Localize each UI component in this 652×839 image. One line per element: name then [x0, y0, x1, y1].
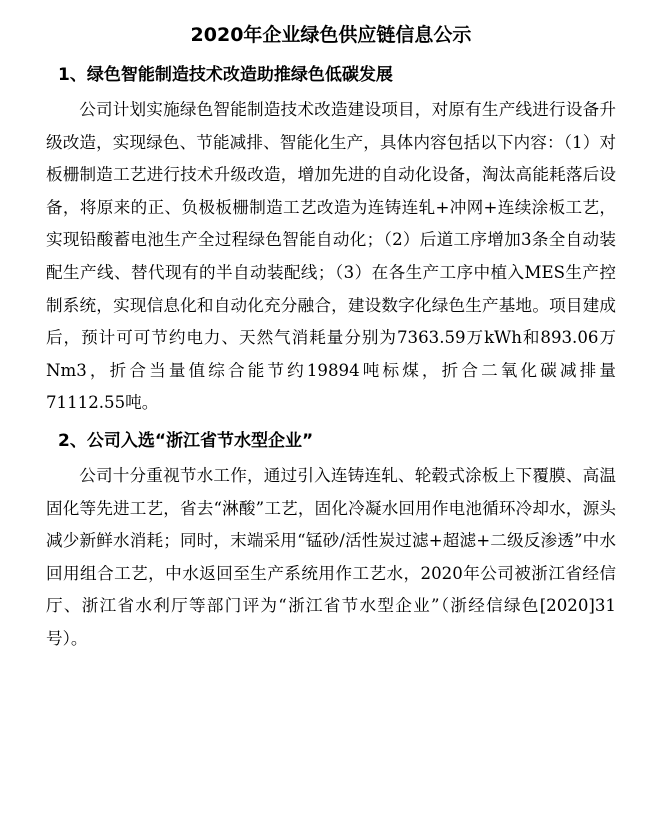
section-paragraph-1: 公司计划实施绿色智能制造技术改造建设项目，对原有生产线进行设备升级改造，实现绿色、节能减排、智能化生产，具体内容包括以下内容：（1）对板栅制造工艺进行技术升级改造，增加先进的自动化设备，淘汰高能耗落后设备，将原来的正、负极板栅制造工艺改造为连铸连轧+冲网+连续涂板工艺，实现铅酸蓄电池生产全过程绿色智能自动化；（2）后道工序增加3条全自动装配生产线、替代现有的半自动装配线；（3）在各生产工序中植入MES生产控制系统，实现信息化和自动化充分融合，建设数字化绿色生产基地。项目建成后，预计可可节约电力、天然气消耗量分别为7363.59万kWh和893.06万Nm3，折合当量值综合能节约19894吨标煤，折合二氧化碳减排量71112.55吨。	[46, 100, 616, 413]
section-paragraph-2: 公司十分重视节水工作，通过引入连铸连轧、轮毂式涂板上下覆膜、高温固化等先进工艺，省去“淋酸”工艺，固化冷凝水回用作电池循环冷却水，源头减少新鲜水消耗；同时，末端采用“锰砂/活性炭过滤+超滤+二级反渗透”中水回用组合工艺，中水返回至生产系统用作工艺水，2020年公司被浙江省经信厅、浙江省水利厅等部门评为“浙江省节水型企业”（浙经信绿色[2020]31号）。	[46, 465, 616, 648]
page-title: 2020年企业绿色供应链信息公示	[190, 24, 472, 46]
section-heading-2: 2、公司入选“浙江省节水型企业”	[58, 430, 314, 451]
section-heading-1: 1、绿色智能制造技术改造助推绿色低碳发展	[58, 65, 393, 85]
